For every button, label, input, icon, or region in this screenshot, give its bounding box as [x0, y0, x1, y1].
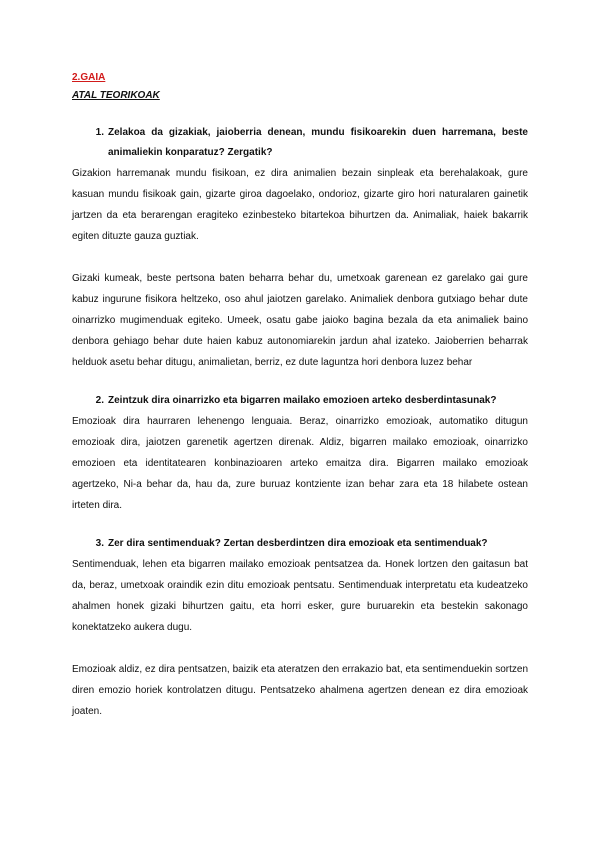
- question-3: [72, 534, 528, 554]
- question-1: [72, 123, 528, 163]
- section-title: ATAL TEORIKOAK: [72, 90, 160, 101]
- answer-paragraph: Gizakion harremanak mundu fisikoan, ez dira animalien bezain sinpleak eta berehalakoak, gure kasuan mundu fisikoak gain, gizarte giroa dagoelako, ondorioz, gizarte giro hori naturalaren gainetik jartzen da eta berarengan eragiteko ezinbesteko bitartekoa bihurtzen da. Animaliak, haiek bakarrik egiten dituzte gauza guztiak.: [72, 168, 528, 242]
- question-number: 2.: [95, 395, 104, 406]
- question-text: Zer dira sentimenduak? Zertan desberdintzen dira emozioak eta sentimenduak?: [108, 538, 488, 549]
- document-page: [72, 71, 528, 722]
- question-2: [72, 391, 528, 411]
- chapter-title: 2.GAIA: [72, 72, 106, 83]
- question-number: 3.: [95, 538, 104, 549]
- question-number: 1.: [95, 127, 104, 138]
- answer-paragraph: Gizaki kumeak, beste pertsona baten beharra behar du, umetxoak garenean ez garelako gai gure kabuz ingurune fisikora heltzeko, oso ahul jaiotzen garelako. Animaliek denbora gutxiago behar dute oinarrizko mugimenduak egiteko. Umeek, osatu gabe jaioko bagina bezala da eta animaliek baino denbora gehiago behar dute haien kabuz autonomiarekin jardun ahal izateko. Jaioberrien beharrak helduok asetu behar ditugu, animalietan, berriz, ez dute laguntza hori denbora luzez behar: [72, 273, 528, 368]
- question-text: Zelakoa da gizakiak, jaioberria denean, mundu fisikoarekin duen harremana, beste animaliekin konparatuz? Zergatik?: [108, 127, 528, 158]
- answer-paragraph: Emozioak dira haurraren lehenengo lenguaia. Beraz, oinarrizko emozioak, automatiko ditugun emozioak dira, jaiotzen garenetik agertzen direnak. Aldiz, bigarren mailako emozioak, oinarrizko emozioen eta identitatearen konbinazioaren arteko emaitza dira. Bigarren mailako emozioak agertzeko, Ni-a behar da, hau da, zure buruaz kontziente izan behar zara eta 18 hilabete ostean irteten dira.: [72, 416, 528, 511]
- answer-paragraph: Emozioak aldiz, ez dira pentsatzen, baizik eta ateratzen den errakazio bat, eta sentimenduekin sortzen diren emozio horiek kontrolatzen ditugu. Pentsatzeko ahalmena agertzen denean ez dira emozioak joaten.: [72, 664, 528, 717]
- question-text: Zeintzuk dira oinarrizko eta bigarren mailako emozioen arteko desberdintasunak?: [108, 395, 497, 406]
- answer-paragraph: Sentimenduak, lehen eta bigarren mailako emozioak pentsatzea da. Honek lortzen den gaitasun bat da, beraz, umetxoak oraindik ezin ditu emozioak pentsatu. Sentimenduak interpretatu eta kudeatzeko ahalmen honek gizaki bihurtzen gaitu, eta horri esker, gure buruarekin eta bestekin sakonago konektatzeko aukera dugu.: [72, 559, 528, 633]
